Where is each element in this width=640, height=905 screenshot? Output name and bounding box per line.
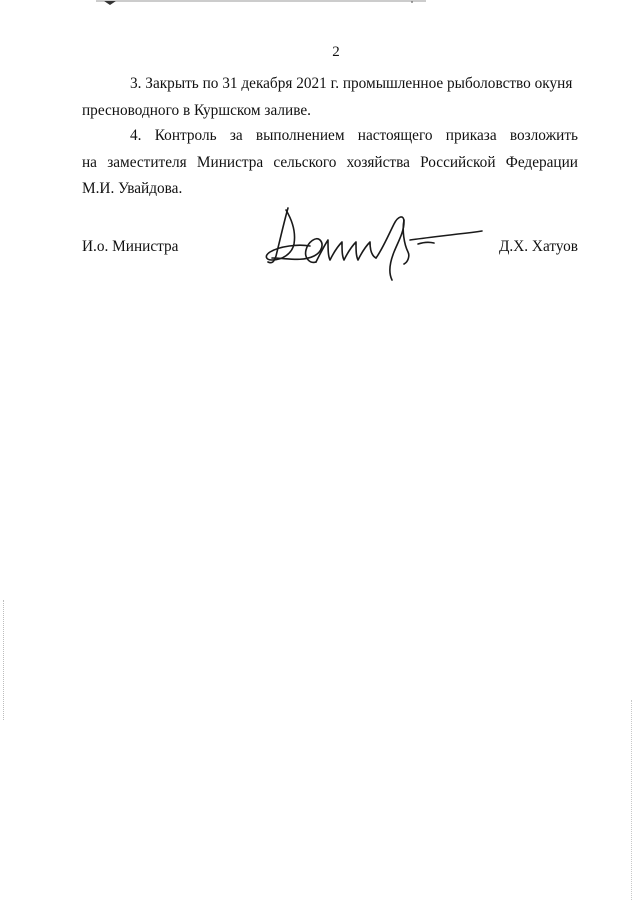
signatory-name: Д.Х. Хатуов — [498, 238, 578, 255]
page-number: 2 — [332, 44, 340, 60]
handwritten-signature-image — [258, 200, 488, 290]
paragraph-item-4 — [82, 123, 578, 203]
paragraph-line: 4. Контроль за выполнением настоящего приказа возложить — [130, 127, 578, 144]
scan-artifact-left-edge — [3, 600, 6, 720]
signatory-position: И.о. Министра — [82, 238, 179, 255]
paragraph-line: пресноводного в Куршском заливе. — [82, 101, 311, 119]
scan-artifact-top — [96, 0, 426, 6]
scan-artifact-right-edge — [631, 700, 634, 900]
paragraph-line: на заместителя Министра сельского хозяйства Российской Федерации — [82, 153, 578, 171]
paragraph-item-3 — [82, 71, 578, 124]
paragraph-line: М.И. Увайдова. — [82, 180, 183, 197]
paragraph-line: 3. Закрыть по 31 декабря 2021 г. промышленное рыболовство окуня — [130, 75, 573, 92]
